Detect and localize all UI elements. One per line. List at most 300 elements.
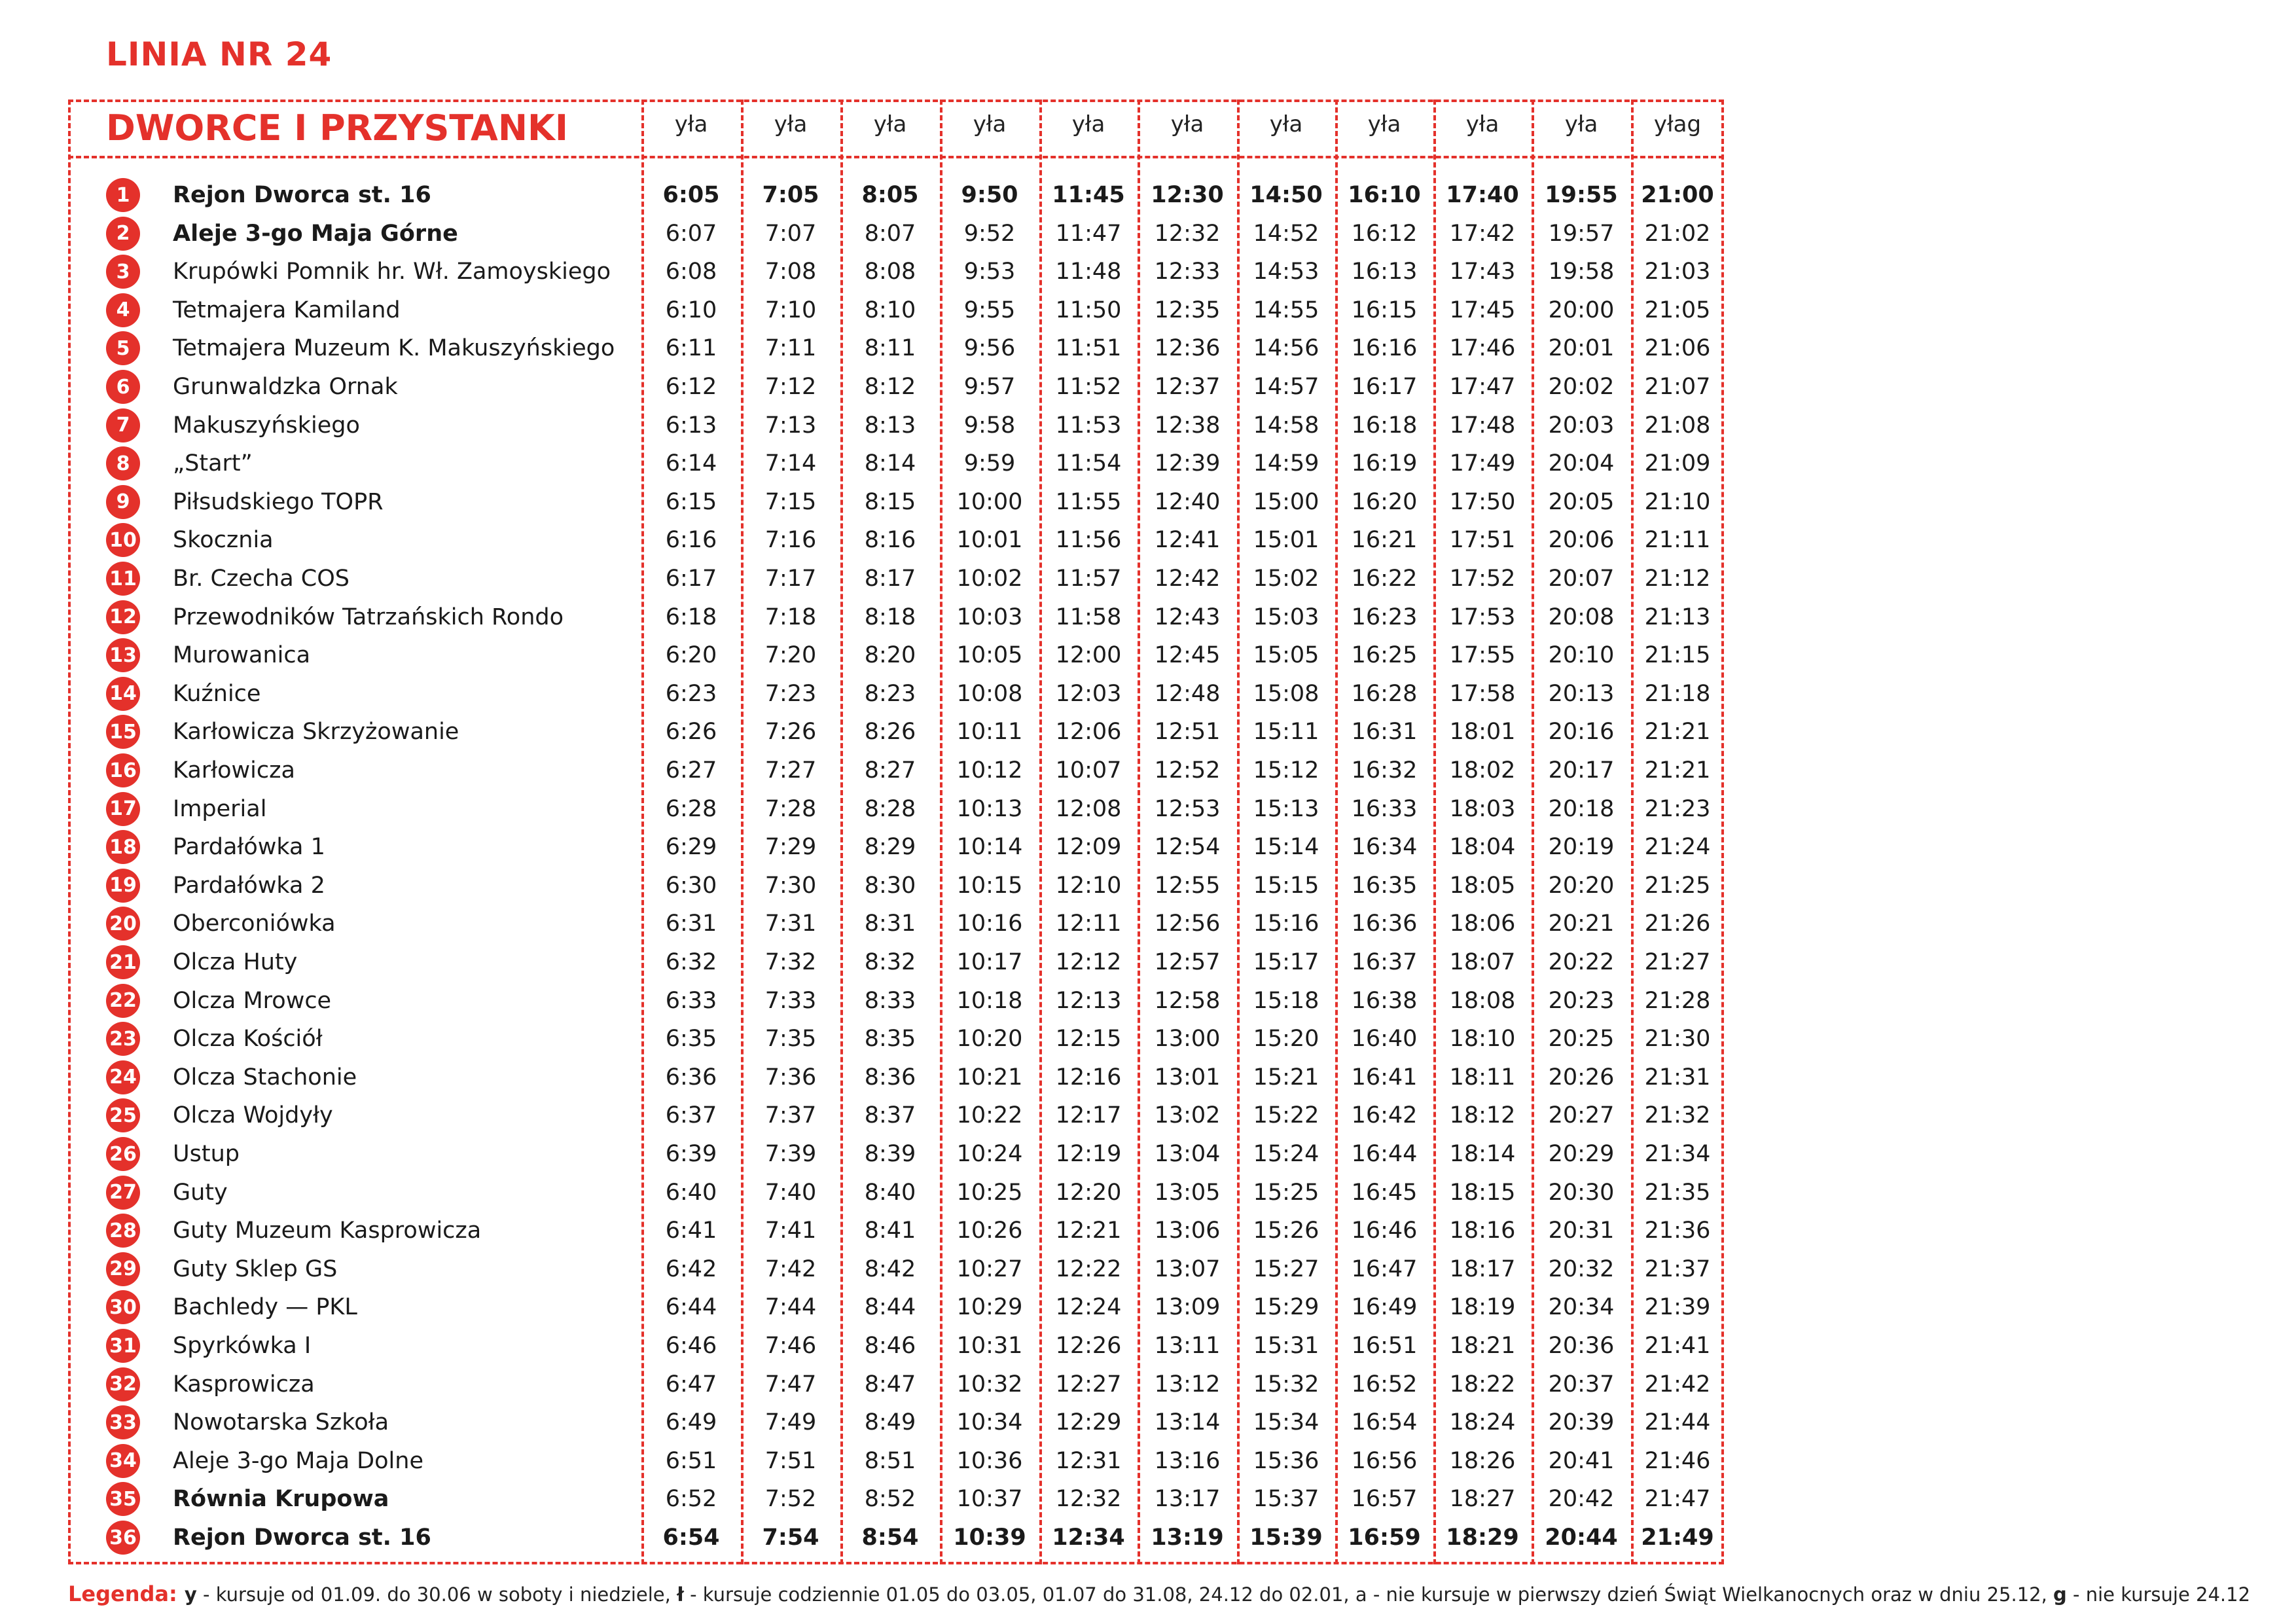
table-row (0, 1327, 2296, 1365)
departure-time: 10:27 (956, 1255, 1023, 1282)
departure-time: 6:20 (665, 642, 717, 669)
departure-time: 16:42 (1351, 1102, 1418, 1129)
departure-time: 7:13 (764, 412, 817, 439)
departure-time: 12:41 (1154, 527, 1221, 554)
stop-name: Spyrkówka I (173, 1333, 312, 1359)
departure-time: 14:59 (1253, 450, 1319, 477)
departure-time: 12:54 (1154, 834, 1221, 861)
departure-time: 12:11 (1055, 911, 1122, 937)
departure-time: 21:31 (1644, 1064, 1711, 1091)
departure-time: 6:18 (665, 604, 717, 630)
departure-time: 7:44 (764, 1294, 817, 1321)
departure-time: 6:13 (665, 412, 717, 439)
table-row (0, 829, 2296, 867)
departure-time: 8:49 (864, 1409, 916, 1436)
departure-time: 21:12 (1644, 566, 1711, 592)
departure-time: 7:33 (764, 987, 817, 1014)
table-row (0, 1366, 2296, 1404)
departure-time: 11:47 (1055, 220, 1122, 247)
departure-time: 14:50 (1249, 182, 1323, 208)
departure-time: 16:47 (1351, 1255, 1418, 1282)
departure-time: 6:23 (665, 680, 717, 707)
departure-time: 6:42 (665, 1255, 717, 1282)
departure-time: 14:53 (1253, 259, 1319, 285)
departure-time: 13:09 (1154, 1294, 1221, 1321)
departure-time: 18:10 (1449, 1026, 1516, 1053)
departure-time: 20:10 (1548, 642, 1615, 669)
departure-time: 12:29 (1055, 1409, 1122, 1436)
table-row (0, 560, 2296, 598)
departure-time: 7:52 (764, 1486, 817, 1513)
departure-time: 12:21 (1055, 1218, 1122, 1244)
departure-time: 8:35 (864, 1026, 916, 1053)
departure-time: 18:04 (1449, 834, 1516, 861)
stop-number-badge: 32 (106, 1367, 140, 1401)
departure-time: 15:00 (1253, 488, 1319, 515)
departure-time: 15:20 (1253, 1026, 1319, 1053)
departure-time: 7:12 (764, 374, 817, 400)
departure-time: 7:28 (764, 795, 817, 822)
departure-time: 10:14 (956, 834, 1023, 861)
departure-time: 21:42 (1644, 1371, 1711, 1398)
departure-time: 10:24 (956, 1141, 1023, 1167)
stop-number-badge: 17 (106, 792, 140, 826)
departure-time: 16:15 (1351, 297, 1418, 323)
table-row (0, 1519, 2296, 1557)
departure-time: 16:25 (1351, 642, 1418, 669)
departure-time: 16:54 (1351, 1409, 1418, 1436)
table-row (0, 1212, 2296, 1250)
departure-time: 14:56 (1253, 335, 1319, 362)
departure-time: 6:36 (665, 1064, 717, 1091)
stop-number-badge: 12 (106, 600, 140, 634)
departure-time: 20:26 (1548, 1064, 1615, 1091)
departure-time: 8:51 (864, 1447, 916, 1474)
departure-time: 20:36 (1548, 1333, 1615, 1359)
table-row (0, 791, 2296, 829)
departure-time: 15:14 (1253, 834, 1319, 861)
stop-number-badge: 11 (106, 562, 140, 596)
departure-time: 20:27 (1548, 1102, 1615, 1129)
departure-time: 15:05 (1253, 642, 1319, 669)
departure-time: 16:52 (1351, 1371, 1418, 1398)
departure-time: 14:58 (1253, 412, 1319, 439)
table-row (0, 1136, 2296, 1174)
departure-time: 20:23 (1548, 987, 1615, 1014)
departure-time: 8:08 (864, 259, 916, 285)
departure-time: 12:34 (1052, 1525, 1125, 1551)
departure-time: 10:05 (956, 642, 1023, 669)
departure-time: 7:15 (764, 488, 817, 515)
departure-time: 15:27 (1253, 1255, 1319, 1282)
stop-number-badge: 8 (106, 446, 140, 480)
table-row (0, 292, 2296, 330)
departure-time: 20:06 (1548, 527, 1615, 554)
departure-time: 6:11 (665, 335, 717, 362)
departure-time: 9:53 (963, 259, 1016, 285)
departure-time: 11:52 (1055, 374, 1122, 400)
departure-time: 16:23 (1351, 604, 1418, 630)
departure-time: 8:26 (864, 719, 916, 746)
departure-time: 10:21 (956, 1064, 1023, 1091)
departure-time: 21:47 (1644, 1486, 1711, 1513)
departure-time: 8:14 (864, 450, 916, 477)
departure-time: 18:05 (1449, 872, 1516, 899)
stop-name: Olcza Mrowce (173, 987, 332, 1014)
departure-time: 21:21 (1644, 719, 1711, 746)
departure-time: 7:41 (764, 1218, 817, 1244)
table-row (0, 369, 2296, 406)
stop-number-badge: 20 (106, 907, 140, 941)
departure-time: 21:18 (1644, 680, 1711, 707)
departure-time: 18:29 (1446, 1525, 1519, 1551)
departure-time: 6:54 (662, 1525, 720, 1551)
departure-time: 8:54 (861, 1525, 919, 1551)
departure-time: 18:15 (1449, 1179, 1516, 1206)
departure-time: 13:07 (1154, 1255, 1221, 1282)
departure-time: 6:29 (665, 834, 717, 861)
departure-time: 13:05 (1154, 1179, 1221, 1206)
departure-time: 15:17 (1253, 949, 1319, 975)
departure-time: 21:44 (1644, 1409, 1711, 1436)
departure-time: 8:41 (864, 1218, 916, 1244)
departure-time: 21:07 (1644, 374, 1711, 400)
departure-time: 18:22 (1449, 1371, 1516, 1398)
departure-time: 18:26 (1449, 1447, 1516, 1474)
departure-time: 16:32 (1351, 757, 1418, 784)
departure-time: 18:08 (1449, 987, 1516, 1014)
departure-time: 18:24 (1449, 1409, 1516, 1436)
departure-time: 9:50 (961, 182, 1018, 208)
departure-time: 12:09 (1055, 834, 1122, 861)
departure-time: 13:14 (1154, 1409, 1221, 1436)
departure-time: 15:01 (1253, 527, 1319, 554)
legend-code: y (184, 1583, 197, 1606)
departure-time: 20:07 (1548, 566, 1615, 592)
departure-time: 12:42 (1154, 566, 1221, 592)
departure-time: 21:36 (1644, 1218, 1711, 1244)
departure-time: 7:23 (764, 680, 817, 707)
departure-time: 20:34 (1548, 1294, 1615, 1321)
departure-time: 6:07 (665, 220, 717, 247)
departure-time: 6:41 (665, 1218, 717, 1244)
departure-time: 10:32 (956, 1371, 1023, 1398)
departure-time: 16:45 (1351, 1179, 1418, 1206)
departure-time: 21:00 (1641, 182, 1714, 208)
departure-time: 10:20 (956, 1026, 1023, 1053)
departure-time: 8:13 (864, 412, 916, 439)
departure-time: 8:10 (864, 297, 916, 323)
departure-time: 20:02 (1548, 374, 1615, 400)
departure-time: 20:22 (1548, 949, 1615, 975)
departure-time: 21:41 (1644, 1333, 1711, 1359)
departure-time: 7:30 (764, 872, 817, 899)
column-header: yłag (1653, 111, 1702, 137)
departure-time: 13:04 (1154, 1141, 1221, 1167)
stop-name: Imperial (173, 795, 267, 822)
departure-time: 7:10 (764, 297, 817, 323)
stop-number-badge: 9 (106, 485, 140, 519)
departure-time: 6:30 (665, 872, 717, 899)
departure-time: 16:28 (1351, 680, 1418, 707)
departure-time: 8:30 (864, 872, 916, 899)
stop-number-badge: 21 (106, 945, 140, 979)
departure-time: 11:53 (1055, 412, 1122, 439)
stop-name: Aleje 3-go Maja Górne (173, 220, 458, 247)
table-row (0, 522, 2296, 560)
departure-time: 12:17 (1055, 1102, 1122, 1129)
departure-time: 12:15 (1055, 1026, 1122, 1053)
departure-time: 21:09 (1644, 450, 1711, 477)
departure-time: 7:31 (764, 911, 817, 937)
departure-time: 15:25 (1253, 1179, 1319, 1206)
departure-time: 20:04 (1548, 450, 1615, 477)
departure-time: 15:16 (1253, 911, 1319, 937)
departure-time: 20:01 (1548, 335, 1615, 362)
departure-time: 7:54 (762, 1525, 819, 1551)
departure-time: 12:32 (1154, 220, 1221, 247)
departure-time: 20:32 (1548, 1255, 1615, 1282)
stops-column-header: DWORCE I PRZYSTANKI (106, 107, 568, 149)
departure-time: 20:31 (1548, 1218, 1615, 1244)
departure-time: 13:12 (1154, 1371, 1221, 1398)
departure-time: 7:14 (764, 450, 817, 477)
departure-time: 15:15 (1253, 872, 1319, 899)
departure-time: 7:17 (764, 566, 817, 592)
departure-time: 16:36 (1351, 911, 1418, 937)
departure-time: 10:11 (956, 719, 1023, 746)
departure-time: 15:31 (1253, 1333, 1319, 1359)
departure-time: 15:21 (1253, 1064, 1319, 1091)
stop-name: Br. Czecha COS (173, 566, 350, 592)
departure-time: 21:27 (1644, 949, 1711, 975)
table-row (0, 1020, 2296, 1058)
departure-time: 16:57 (1351, 1486, 1418, 1513)
stop-number-badge: 35 (106, 1482, 140, 1516)
departure-time: 8:40 (864, 1179, 916, 1206)
stop-name: Rejon Dworca st. 16 (173, 182, 431, 208)
departure-time: 21:32 (1644, 1102, 1711, 1129)
departure-time: 12:10 (1055, 872, 1122, 899)
departure-time: 12:56 (1154, 911, 1221, 937)
legend-text: - kursuje od 01.09. do 30.06 w soboty i niedziele, (196, 1583, 677, 1606)
departure-time: 10:25 (956, 1179, 1023, 1206)
departure-time: 20:16 (1548, 719, 1615, 746)
departure-time: 11:50 (1055, 297, 1122, 323)
stop-number-badge: 24 (106, 1060, 140, 1094)
departure-time: 12:48 (1154, 680, 1221, 707)
departure-time: 7:46 (764, 1333, 817, 1359)
departure-time: 6:26 (665, 719, 717, 746)
departure-time: 20:18 (1548, 795, 1615, 822)
departure-time: 7:36 (764, 1064, 817, 1091)
departure-time: 8:28 (864, 795, 916, 822)
departure-time: 10:00 (956, 488, 1023, 515)
departure-time: 16:38 (1351, 987, 1418, 1014)
departure-time: 20:05 (1548, 488, 1615, 515)
departure-time: 10:08 (956, 680, 1023, 707)
departure-time: 13:16 (1154, 1447, 1221, 1474)
table-row (0, 1404, 2296, 1442)
departure-time: 10:22 (956, 1102, 1023, 1129)
departure-time: 7:51 (764, 1447, 817, 1474)
departure-time: 6:28 (665, 795, 717, 822)
departure-time: 6:49 (665, 1409, 717, 1436)
departure-time: 17:52 (1449, 566, 1516, 592)
departure-time: 17:40 (1446, 182, 1519, 208)
departure-time: 12:58 (1154, 987, 1221, 1014)
stop-name: Równia Krupowa (173, 1486, 389, 1513)
departure-time: 20:17 (1548, 757, 1615, 784)
departure-time: 21:03 (1644, 259, 1711, 285)
departure-time: 21:49 (1641, 1525, 1714, 1551)
stop-name: Olcza Stachonie (173, 1064, 357, 1091)
column-header: yła (973, 111, 1007, 137)
table-row (0, 1059, 2296, 1097)
stop-number-badge: 7 (106, 408, 140, 442)
departure-time: 12:03 (1055, 680, 1122, 707)
departure-time: 17:53 (1449, 604, 1516, 630)
stop-number-badge: 33 (106, 1405, 140, 1439)
departure-time: 15:29 (1253, 1294, 1319, 1321)
departure-time: 12:51 (1154, 719, 1221, 746)
table-row (0, 867, 2296, 905)
departure-time: 10:29 (956, 1294, 1023, 1321)
departure-time: 8:36 (864, 1064, 916, 1091)
departure-time: 6:40 (665, 1179, 717, 1206)
departure-time: 12:36 (1154, 335, 1221, 362)
departure-time: 12:30 (1151, 182, 1224, 208)
departure-time: 8:20 (864, 642, 916, 669)
departure-time: 7:37 (764, 1102, 817, 1129)
table-row (0, 484, 2296, 522)
departure-time: 12:13 (1055, 987, 1122, 1014)
column-header: yła (1071, 111, 1105, 137)
departure-time: 21:10 (1644, 488, 1711, 515)
departure-time: 16:41 (1351, 1064, 1418, 1091)
departure-time: 20:39 (1548, 1409, 1615, 1436)
departure-time: 13:01 (1154, 1064, 1221, 1091)
column-header: yła (1564, 111, 1598, 137)
departure-time: 19:57 (1548, 220, 1615, 247)
departure-time: 16:21 (1351, 527, 1418, 554)
departure-time: 15:37 (1253, 1486, 1319, 1513)
departure-time: 21:24 (1644, 834, 1711, 861)
stop-number-badge: 3 (106, 255, 140, 289)
table-row (0, 445, 2296, 483)
stop-name: Piłsudskiego TOPR (173, 488, 384, 515)
stop-number-badge: 15 (106, 715, 140, 749)
departure-time: 12:37 (1154, 374, 1221, 400)
stop-name: Ustup (173, 1141, 240, 1167)
departure-time: 8:05 (861, 182, 919, 208)
departure-time: 18:03 (1449, 795, 1516, 822)
departure-time: 18:17 (1449, 1255, 1516, 1282)
departure-time: 15:24 (1253, 1141, 1319, 1167)
stop-name: Rejon Dworca st. 16 (173, 1525, 431, 1551)
departure-time: 6:05 (662, 182, 720, 208)
departure-time: 10:34 (956, 1409, 1023, 1436)
departure-time: 20:30 (1548, 1179, 1615, 1206)
departure-time: 21:30 (1644, 1026, 1711, 1053)
departure-time: 21:26 (1644, 911, 1711, 937)
departure-time: 8:17 (864, 566, 916, 592)
departure-time: 12:27 (1055, 1371, 1122, 1398)
departure-time: 20:08 (1548, 604, 1615, 630)
stop-number-badge: 4 (106, 293, 140, 327)
departure-time: 8:16 (864, 527, 916, 554)
departure-time: 6:51 (665, 1447, 717, 1474)
departure-time: 13:00 (1154, 1026, 1221, 1053)
departure-time: 18:07 (1449, 949, 1516, 975)
stop-name: Olcza Wojdyły (173, 1102, 333, 1129)
departure-time: 6:08 (665, 259, 717, 285)
departure-time: 6:47 (665, 1371, 717, 1398)
departure-time: 11:55 (1055, 488, 1122, 515)
departure-time: 9:52 (963, 220, 1016, 247)
stop-name: Murowanica (173, 642, 311, 669)
departure-time: 7:32 (764, 949, 817, 975)
table-row (0, 177, 2296, 215)
departure-time: 21:02 (1644, 220, 1711, 247)
departure-time: 10:03 (956, 604, 1023, 630)
departure-time: 17:50 (1449, 488, 1516, 515)
departure-time: 12:16 (1055, 1064, 1122, 1091)
table-row (0, 1481, 2296, 1519)
departure-time: 8:47 (864, 1371, 916, 1398)
departure-time: 7:05 (762, 182, 819, 208)
departure-time: 15:26 (1253, 1218, 1319, 1244)
stop-number-badge: 6 (106, 370, 140, 404)
stop-name: „Start” (173, 450, 253, 477)
departure-time: 8:46 (864, 1333, 916, 1359)
table-row (0, 253, 2296, 291)
departure-time: 12:19 (1055, 1141, 1122, 1167)
departure-time: 18:11 (1449, 1064, 1516, 1091)
departure-time: 10:01 (956, 527, 1023, 554)
stop-number-badge: 28 (106, 1214, 140, 1248)
stop-number-badge: 22 (106, 984, 140, 1018)
departure-time: 17:42 (1449, 220, 1516, 247)
departure-time: 15:39 (1249, 1525, 1323, 1551)
departure-time: 8:33 (864, 987, 916, 1014)
departure-time: 12:24 (1055, 1294, 1122, 1321)
departure-time: 9:59 (963, 450, 1016, 477)
departure-time: 15:34 (1253, 1409, 1319, 1436)
departure-time: 21:06 (1644, 335, 1711, 362)
departure-time: 7:29 (764, 834, 817, 861)
departure-time: 16:34 (1351, 834, 1418, 861)
stop-number-badge: 23 (106, 1022, 140, 1056)
departure-time: 13:17 (1154, 1486, 1221, 1513)
stop-number-badge: 10 (106, 523, 140, 557)
departure-time: 6:27 (665, 757, 717, 784)
stop-number-badge: 14 (106, 677, 140, 711)
departure-time: 21:11 (1644, 527, 1711, 554)
departure-time: 21:35 (1644, 1179, 1711, 1206)
departure-time: 14:57 (1253, 374, 1319, 400)
departure-time: 9:57 (963, 374, 1016, 400)
departure-time: 20:21 (1548, 911, 1615, 937)
departure-time: 12:31 (1055, 1447, 1122, 1474)
table-row (0, 1289, 2296, 1327)
departure-time: 12:38 (1154, 412, 1221, 439)
departure-time: 12:35 (1154, 297, 1221, 323)
departure-time: 8:37 (864, 1102, 916, 1129)
departure-time: 12:26 (1055, 1333, 1122, 1359)
table-row (0, 599, 2296, 637)
departure-time: 12:00 (1055, 642, 1122, 669)
